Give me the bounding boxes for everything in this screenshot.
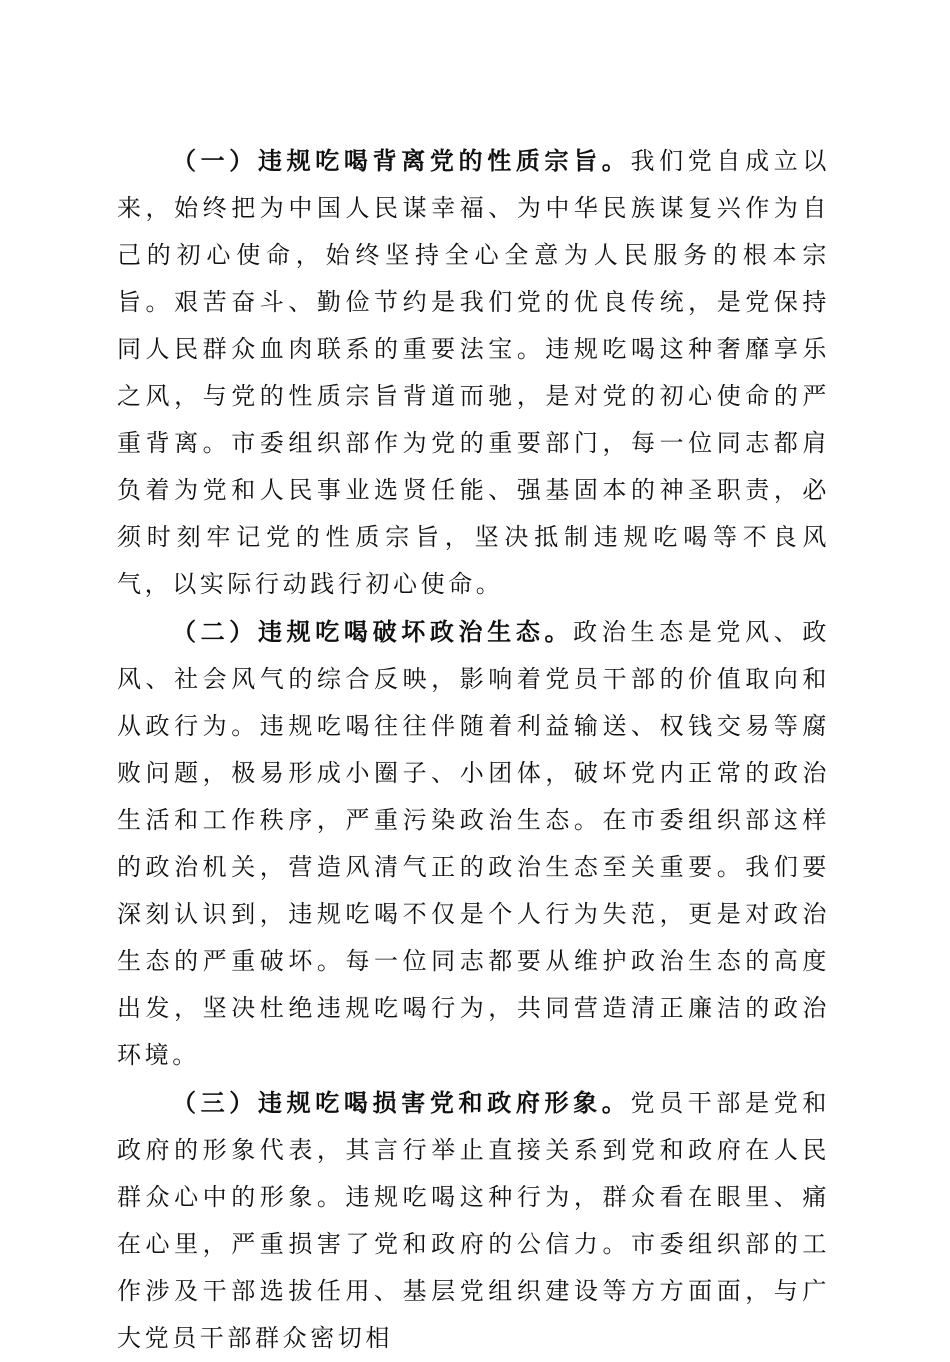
paragraph-2-body: 政治生态是党风、政风、社会风气的综合反映，影响着党员干部的价值取向和从政行为。违规吃喝往往伴随着利益输送、权钱交易等腐败问题，极易形成小圈子、小团体，破坏党内正常的政治生活和工作秩序，严重污染政治生态。在市委组织部这样的政治机关，营造风清气正的政治生态至关重要。我们要深刻认识到，违规吃喝不仅是个人行为失范，更是对政治生态的严重破坏。每一位同志都要从维护政治生态的高度出发，坚决杜绝违规吃喝行为，共同营造清正廉洁的政治环境。: [117, 618, 830, 1069]
document-body: [117, 137, 830, 1362]
paragraph-3: [117, 1079, 830, 1362]
paragraph-2: [117, 608, 830, 1079]
paragraph-3-body: 党员干部是党和政府的形象代表，其言行举止直接关系到党和政府在人民群众心中的形象。违规吃喝这种行为，群众看在眼里、痛在心里，严重损害了党和政府的公信力。市委组织部的工作涉及干部选拔任用、基层党组织建设等方方面面，与广大党员干部群众密切相: [117, 1089, 830, 1352]
paragraph-3-heading: （三）违规吃喝损害党和政府形象。: [172, 1088, 631, 1117]
paragraph-1: [117, 137, 830, 608]
paragraph-1-heading: （一）违规吃喝背离党的性质宗旨。: [172, 146, 631, 175]
paragraph-1-body: 我们党自成立以来，始终把为中国人民谋幸福、为中华民族谋复兴作为自己的初心使命，始终坚持全心全意为人民服务的根本宗旨。艰苦奋斗、勤俭节约是我们党的优良传统，是党保持同人民群众血肉联系的重要法宝。违规吃喝这种奢靡享乐之风，与党的性质宗旨背道而驰，是对党的初心使命的严重背离。市委组织部作为党的重要部门，每一位同志都肩负着为党和人民事业选贤任能、强基固本的神圣职责，必须时刻牢记党的性质宗旨，坚决抵制违规吃喝等不良风气，以实际行动践行初心使命。: [117, 147, 830, 598]
paragraph-2-heading: （二）违规吃喝破坏政治生态。: [172, 617, 574, 646]
